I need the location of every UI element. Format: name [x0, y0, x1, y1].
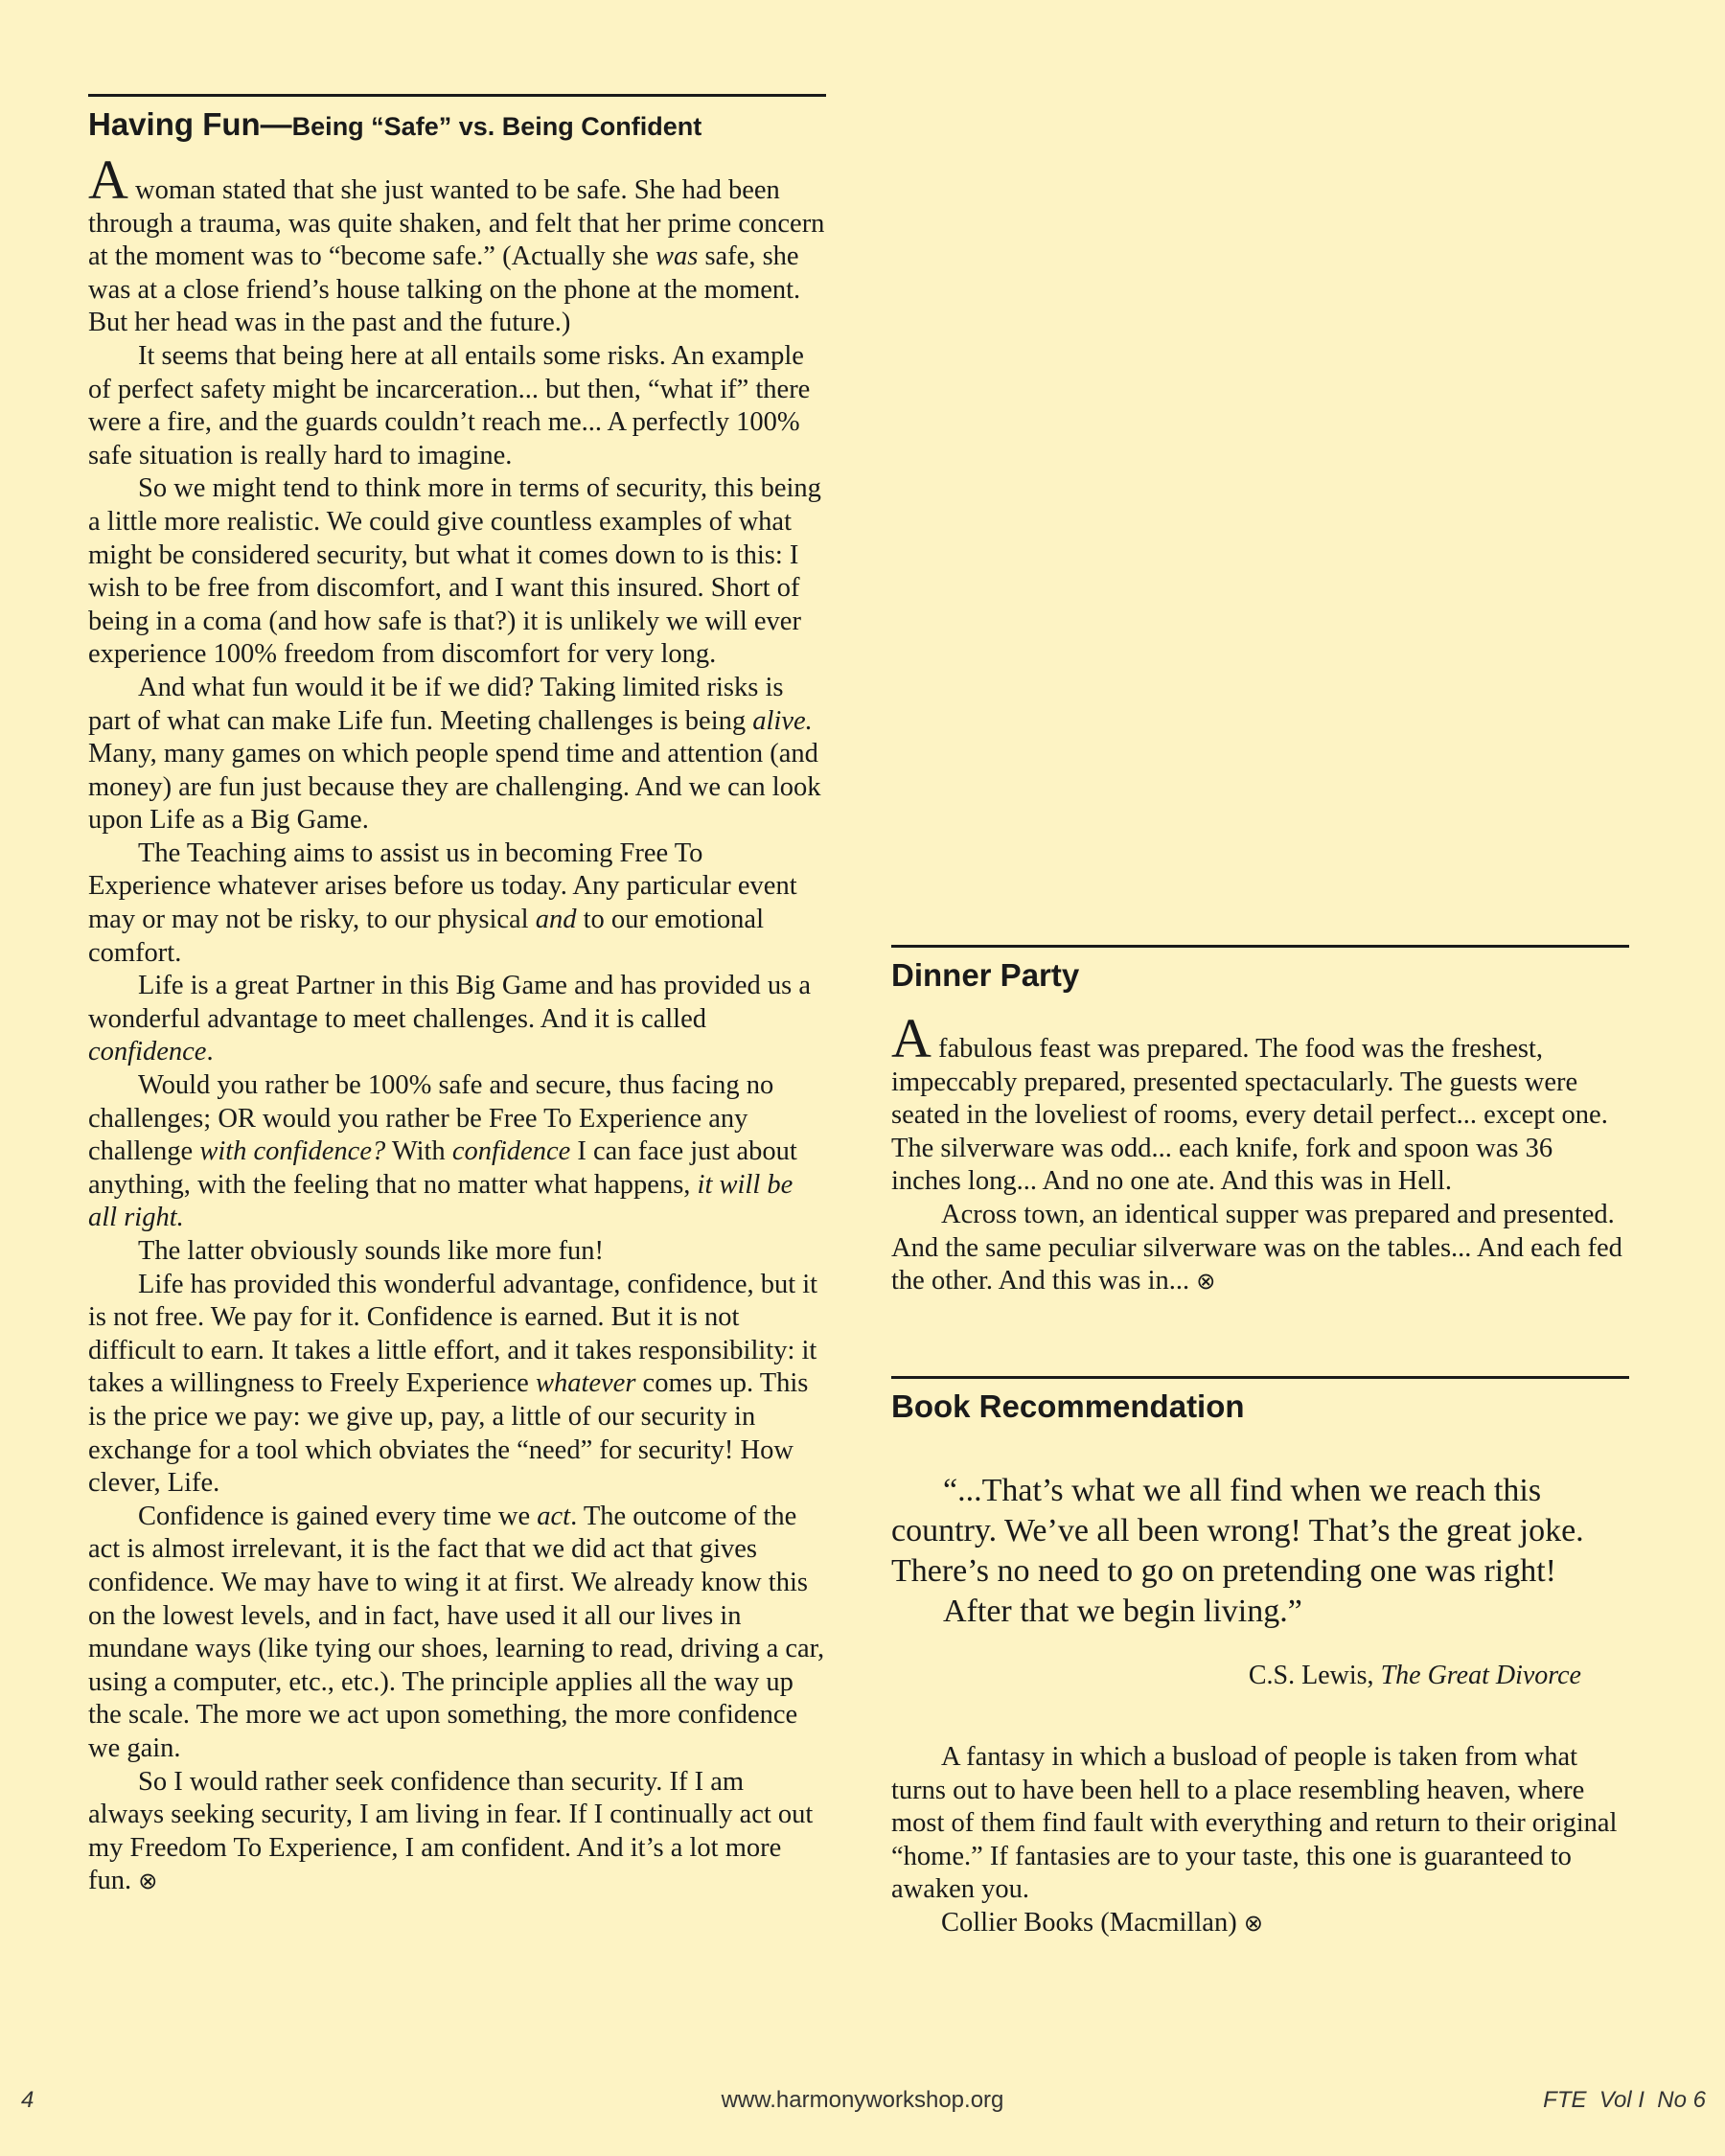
publisher: Collier Books (Macmillan)	[941, 1907, 1237, 1938]
emphasis: and	[535, 905, 577, 935]
paragraph	[88, 1766, 826, 1898]
end-mark-icon: ⊗	[138, 1868, 158, 1895]
article-subtitle: Being “Safe” vs. Being Confident	[291, 112, 702, 141]
emphasis: it will be all right.	[88, 1169, 794, 1233]
article-body	[88, 149, 826, 1898]
text: The Teaching aims to assist us in becoming Free To Experience whatever arises before us today. Any particular event may or may not be risky, to our physical	[88, 837, 797, 935]
paragraph	[88, 149, 826, 340]
text: Life has provided this wonderful advantage, confidence, but it is not free. We pay for it. Confidence is earned. But it is not difficult to earn. It takes a little effort, and it takes responsibility: it takes a willingness to Freely Experience	[88, 1269, 818, 1399]
text: comes up. This is the price we pay: we give up, pay, a little of our security in exchange for a tool which obviates the “need” for security! How clever, Life.	[88, 1368, 809, 1499]
text: So I would rather seek confidence than security. If I am always seeking security, I am living in fear. If I continually act out my Freedom To Experience, I am confident. And it’s a lot more fun.	[88, 1766, 814, 1896]
article-book-recommendation	[891, 1376, 1629, 1940]
paragraph	[88, 837, 826, 970]
article-dinner-party	[891, 945, 1629, 1298]
text: Confidence is gained every time we	[138, 1501, 538, 1531]
paragraph: The latter obviously sounds like more fun!	[138, 1236, 604, 1266]
text: safe, she was at a close friend’s house talking on the phone at the moment. But her head was in the past and the future.)	[88, 241, 801, 338]
paragraph	[88, 970, 826, 1069]
end-mark-icon: ⊗	[1243, 1909, 1263, 1937]
footer-page-number: 4	[21, 2087, 34, 2113]
emphasis: confidence	[88, 1037, 207, 1067]
article-having-fun	[88, 94, 826, 1898]
article-title: Dinner Party	[891, 957, 1080, 993]
text: woman stated that she just wanted to be safe. She had been through a trauma, was quite shaken, and felt that her prime concern at the moment was to “become safe.” (Actually she	[88, 175, 825, 272]
article-title: Book Recommendation	[891, 1388, 1245, 1424]
paragraph	[88, 672, 826, 837]
quote-attribution	[891, 1661, 1581, 1691]
emphasis: confidence	[451, 1136, 571, 1167]
paragraph	[891, 1199, 1629, 1298]
emphasis: with confidence?	[199, 1136, 386, 1167]
text: Across town, an identical supper was prepared and presented. And the same peculiar silverware was on the tables... And each fed the other. And this was in...	[891, 1199, 1622, 1296]
book-title: The Great Divorce	[1380, 1661, 1581, 1690]
footer-issue: FTE Vol I No 6	[1543, 2087, 1706, 2113]
text: And what fun would it be if we did? Taking limited risks is part of what can make Life fun. Meeting challenges is being	[88, 672, 784, 736]
paragraph	[88, 1501, 826, 1766]
text: . The outcome of the act is almost irrelevant, it is the fact that we did act that gives confidence. We may have to wing it at first. We already know this on the lowest levels, and in fact, have used it all our lives in mundane ways (like tying our shoes, learning to read, driving a car, using a computer, etc., etc.). The principle applies all the way up the scale. The more we act upon something, the more confidence we gain.	[88, 1501, 825, 1763]
article-body	[891, 1007, 1629, 1298]
footer-website: www.harmonyworkshop.org	[721, 2087, 1004, 2113]
title-dash: —	[260, 106, 292, 142]
paragraph	[88, 1269, 826, 1501]
paragraph	[891, 1907, 1629, 1940]
emphasis: whatever	[535, 1368, 636, 1399]
text: Life is a great Partner in this Big Game and has provided us a wonderful advantage to meet challenges. And it is called	[88, 971, 812, 1034]
book-quote	[891, 1471, 1629, 1632]
text: Would you rather be 100% safe and secure, thus facing no challenges; OR would you rather be Free To Experience any challenge	[88, 1070, 774, 1167]
text: Many, many games on which people spend time and attention (and money) are fun just because they are challenging. And we can look upon Life as a Big Game.	[88, 739, 821, 836]
emphasis: was	[655, 241, 699, 272]
section-rule	[891, 1376, 1629, 1379]
paragraph	[88, 1069, 826, 1235]
author: C.S. Lewis,	[1248, 1661, 1381, 1690]
paragraph: So we might tend to think more in terms of security, this being a little more realistic. We could give countless examples of what might be considered security, but what it comes down to is this: I wish to be free from discomfort, and I want this insured. Short of being in a coma (and how safe is that?) it is unlikely we will ever experience 100% freedom from discomfort for very long.	[88, 473, 821, 670]
paragraph: It seems that being here at all entails some risks. An example of perfect safety might be incarceration... but then, “what if” there were a fire, and the guards couldn’t reach me... A perfectly 100% safe situation is really hard to imagine.	[88, 340, 811, 470]
quote-line: “...That’s what we all find when we reach this country. We’ve all been wrong! That’s the great joke. There’s no need to go on pretending one was right!	[891, 1473, 1584, 1589]
quote-line: After that we begin living.”	[943, 1594, 1302, 1629]
paragraph	[891, 1007, 1629, 1199]
text: With	[385, 1136, 452, 1167]
emphasis: act	[537, 1501, 571, 1531]
text: fabulous feast was prepared. The food was the freshest, impeccably prepared, presented spectacularly. The guests were seated in the loveliest of rooms, every detail perfect... except one. The silverware was odd... each knife, fork and spoon was 36 inches long... And no one ate. And this was in Hell.	[891, 1034, 1608, 1197]
drop-cap: A	[891, 1007, 932, 1069]
article-heading	[88, 103, 826, 149]
text: .	[206, 1037, 214, 1067]
section-rule	[88, 94, 826, 97]
emphasis: alive.	[752, 705, 813, 736]
article-body	[891, 1741, 1629, 1940]
text: I can face just about anything, with the feeling that no matter what happens,	[88, 1136, 797, 1200]
drop-cap: A	[88, 149, 128, 211]
text: to our emotional comfort.	[88, 905, 764, 968]
end-mark-icon: ⊗	[1196, 1268, 1216, 1296]
paragraph: A fantasy in which a busload of people is taken from what turns out to have been hell to a place resembling heaven, where most of them find fault with everything and return to their original “home.” If fantasies are to your taste, this one is guaranteed to awaken you.	[891, 1742, 1618, 1905]
section-rule	[891, 945, 1629, 948]
article-title: Having Fun	[88, 106, 261, 142]
